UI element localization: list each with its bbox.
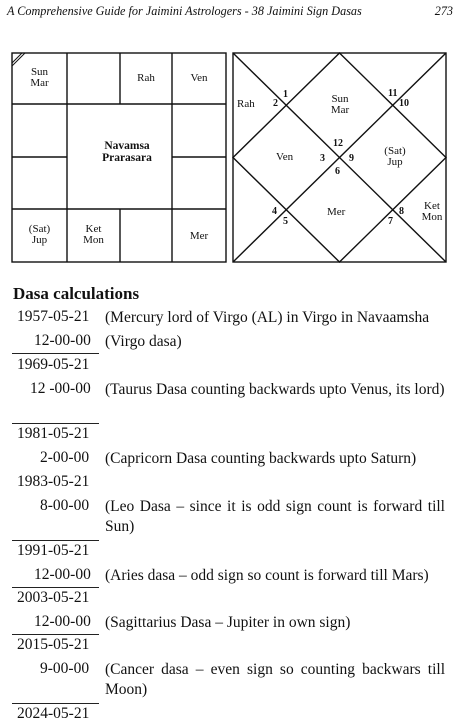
house-number: 6 — [335, 166, 340, 177]
house-number: 4 — [272, 206, 277, 217]
planet-label: Rah — [137, 72, 155, 84]
north-house-right-center — [378, 146, 412, 168]
running-title: A Comprehensive Guide for Jaimini Astrologers - 38 Jaimini Sign Dasas — [7, 4, 362, 18]
south-cell-bottom-left — [12, 224, 67, 246]
dasa-period: 8-00-00 — [40, 497, 90, 514]
planet-label: Mar — [330, 104, 350, 116]
dasa-date: 2003-05-21 — [17, 589, 90, 606]
section-title: Dasa calculations — [13, 284, 140, 303]
south-cell-bottom-right — [172, 231, 226, 242]
dasa-date: 1983-05-21 — [17, 473, 90, 490]
dasa-period: 2-00-00 — [40, 449, 90, 466]
divider — [12, 703, 99, 704]
page-number: 273 — [434, 4, 453, 18]
dasa-period: 9-00-00 — [40, 660, 90, 677]
dasa-note: (Capricorn Dasa counting backwards upto Saturn) — [105, 450, 417, 467]
planet-label: Jup — [387, 156, 403, 168]
dasa-date: 1981-05-21 — [17, 425, 90, 442]
north-house-left-center: Ven — [276, 151, 294, 163]
south-cell-bottom-2 — [67, 224, 120, 246]
dasa-period: 12-00-00 — [34, 332, 91, 349]
planet-label: (Sat) — [384, 145, 406, 157]
dasa-note: (Leo Dasa – since it is odd sign count is forward till Sun) — [105, 498, 445, 535]
planet-label: Mar — [30, 77, 49, 89]
dasa-note: (Aries dasa – odd sign so count is forward till Mars) — [105, 567, 429, 584]
divider — [12, 540, 99, 541]
dasa-date: 2024-05-21 — [17, 705, 90, 722]
dasa-date: 1991-05-21 — [17, 542, 90, 559]
dasa-date: 1957-05-21 — [17, 308, 90, 325]
house-number: 11 — [388, 88, 398, 99]
center-label-1: Navamsa — [104, 140, 150, 152]
planet-label: Ket — [424, 200, 440, 212]
house-number: 7 — [388, 216, 393, 227]
north-house-right-bottom — [418, 201, 446, 223]
north-house-top — [320, 94, 360, 116]
house-number: 1 — [283, 89, 288, 100]
house-number: 3 — [320, 153, 325, 164]
divider — [12, 587, 99, 588]
dasa-note: (Sagittarius Dasa – Jupiter in own sign) — [105, 614, 351, 631]
south-cell-top-3 — [120, 73, 172, 84]
planet-label: Mer — [189, 230, 209, 242]
planet-label: (Sat) — [28, 223, 51, 235]
dasa-note: (Taurus Dasa counting backwards upto Venus, its lord) — [105, 381, 445, 398]
house-number: 5 — [283, 216, 288, 227]
dasa-date: 2015-05-21 — [17, 636, 90, 653]
south-cell-top-left — [12, 67, 67, 89]
dasa-note: (Mercury lord of Virgo (AL) in Virgo in Navaamsha — [105, 309, 430, 326]
divider — [12, 634, 99, 635]
planet-label: Ven — [190, 72, 208, 84]
north-house-left-top: Rah — [237, 98, 255, 110]
house-number: 8 — [399, 206, 404, 217]
planet-label: Ket — [85, 223, 102, 235]
planet-label: Sun — [331, 93, 349, 105]
house-number: 10 — [399, 98, 409, 109]
south-cell-top-right — [172, 73, 226, 84]
planet-label: Jup — [31, 234, 48, 246]
center-label-2: Prarasara — [102, 152, 152, 164]
dasa-note: (Cancer dasa – even sign so counting backwars till Moon) — [105, 661, 445, 698]
dasa-note: (Virgo dasa) — [105, 333, 182, 350]
dasa-period: 12-00-00 — [34, 613, 91, 630]
divider — [12, 353, 99, 354]
divider — [12, 423, 99, 424]
dasa-period: 12 -00-00 — [30, 380, 91, 397]
south-chart-center — [67, 140, 187, 164]
planet-label: Mon — [83, 234, 104, 246]
house-number: 9 — [349, 153, 354, 164]
dasa-period: 12-00-00 — [34, 566, 91, 583]
house-number: 12 — [333, 138, 343, 149]
house-number: 2 — [273, 98, 278, 109]
planet-label: Mon — [421, 211, 443, 223]
planet-label: Sun — [30, 66, 49, 78]
north-house-bottom: Mer — [327, 206, 346, 218]
dasa-date: 1969-05-21 — [17, 356, 90, 373]
